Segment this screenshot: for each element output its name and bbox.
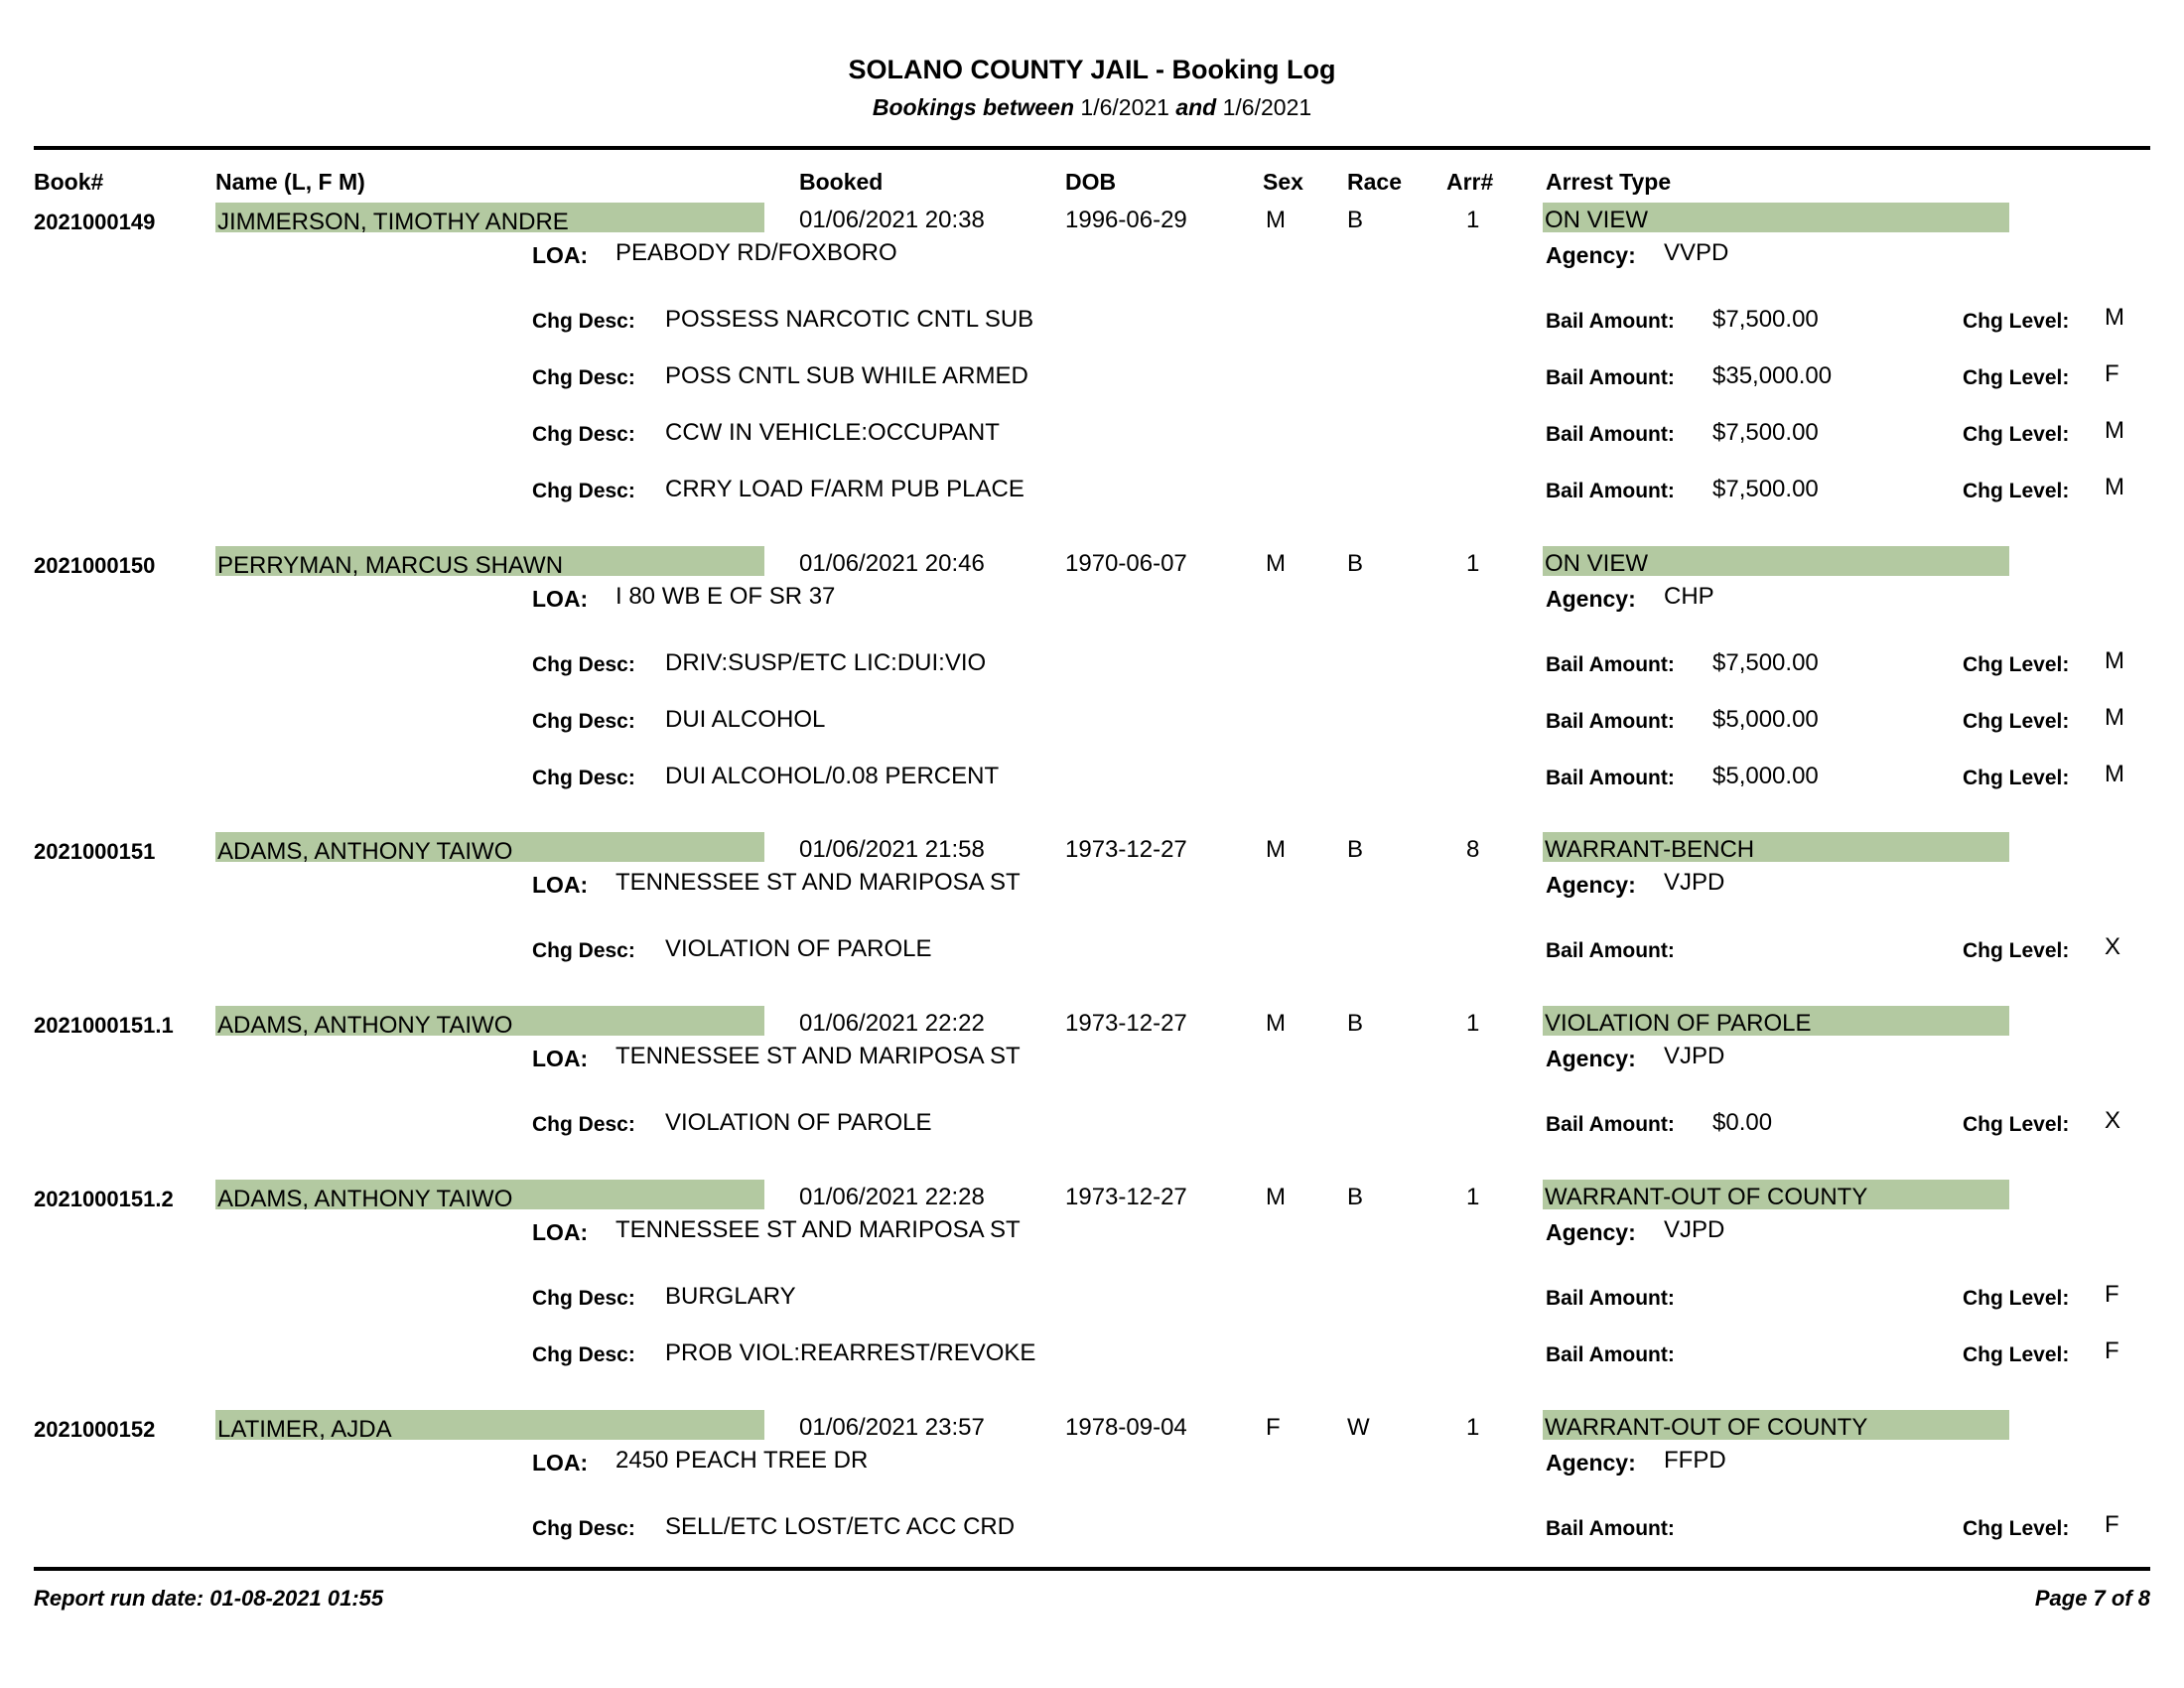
col-sex: Sex bbox=[1263, 169, 1303, 195]
charge-description: DRIV:SUSP/ETC LIC:DUI:VIO bbox=[665, 649, 987, 676]
sex-value: M bbox=[1266, 550, 1286, 577]
charge-desc-label: Chg Desc: bbox=[532, 423, 635, 446]
bail-amount: $7,500.00 bbox=[1712, 476, 1819, 502]
subtitle-prefix: Bookings between bbox=[872, 94, 1075, 120]
top-rule bbox=[34, 146, 2150, 150]
name-highlight bbox=[215, 203, 764, 235]
booked-datetime: 01/06/2021 21:58 bbox=[799, 836, 985, 863]
inmate-name: PERRYMAN, MARCUS SHAWN bbox=[217, 552, 564, 579]
arrest-type: ON VIEW bbox=[1545, 207, 1649, 233]
end-date: 1/6/2021 bbox=[1222, 94, 1312, 120]
bail-amount: $7,500.00 bbox=[1712, 649, 1819, 676]
date-of-birth: 1973-12-27 bbox=[1065, 1010, 1187, 1037]
charge-desc-label: Chg Desc: bbox=[532, 310, 635, 333]
bail-amount-label: Bail Amount: bbox=[1546, 366, 1675, 389]
location-of-arrest: TENNESSEE ST AND MARIPOSA ST bbox=[615, 1216, 1021, 1243]
race-value: W bbox=[1347, 1414, 1370, 1441]
charge-level-label: Chg Level: bbox=[1963, 1287, 2070, 1310]
arrest-type: WARRANT-BENCH bbox=[1545, 836, 1755, 863]
agency-value: VJPD bbox=[1664, 869, 1725, 896]
bail-amount-label: Bail Amount: bbox=[1546, 1343, 1675, 1366]
bail-amount-label: Bail Amount: bbox=[1546, 1287, 1675, 1310]
bail-amount-label: Bail Amount: bbox=[1546, 710, 1675, 733]
race-value: B bbox=[1347, 1010, 1364, 1037]
name-highlight bbox=[215, 832, 764, 865]
booking-number: 2021000151.2 bbox=[34, 1187, 174, 1211]
inmate-name: ADAMS, ANTHONY TAIWO bbox=[217, 1012, 513, 1039]
sex-value: M bbox=[1266, 1184, 1286, 1210]
arrest-type-highlight bbox=[1543, 1006, 2009, 1036]
race-value: B bbox=[1347, 207, 1364, 233]
charge-level: F bbox=[2105, 1337, 2119, 1364]
bail-amount-label: Bail Amount: bbox=[1546, 423, 1675, 446]
charge-level-label: Chg Level: bbox=[1963, 366, 2070, 389]
sex-value: M bbox=[1266, 207, 1286, 233]
date-of-birth: 1973-12-27 bbox=[1065, 1184, 1187, 1210]
date-of-birth: 1978-09-04 bbox=[1065, 1414, 1187, 1441]
charge-description: DUI ALCOHOL bbox=[665, 706, 826, 733]
loa-label: LOA: bbox=[532, 872, 589, 898]
charge-level-label: Chg Level: bbox=[1963, 1113, 2070, 1136]
charge-level: M bbox=[2105, 304, 2124, 331]
charge-desc-label: Chg Desc: bbox=[532, 767, 635, 789]
charge-desc-label: Chg Desc: bbox=[532, 939, 635, 962]
sex-value: M bbox=[1266, 1010, 1286, 1037]
booked-datetime: 01/06/2021 22:28 bbox=[799, 1184, 985, 1210]
arrest-type: WARRANT-OUT OF COUNTY bbox=[1545, 1414, 1868, 1441]
arrest-type-highlight bbox=[1543, 1410, 2009, 1440]
charge-level-label: Chg Level: bbox=[1963, 710, 2070, 733]
col-booked: Booked bbox=[799, 169, 884, 195]
charge-description: DUI ALCOHOL/0.08 PERCENT bbox=[665, 763, 1000, 789]
agency-label: Agency: bbox=[1546, 1219, 1636, 1245]
inmate-name: JIMMERSON, TIMOTHY ANDRE bbox=[217, 209, 569, 235]
booking-number: 2021000150 bbox=[34, 553, 156, 578]
agency-label: Agency: bbox=[1546, 586, 1636, 612]
arrest-type-highlight bbox=[1543, 203, 2009, 232]
charge-description: BURGLARY bbox=[665, 1283, 796, 1310]
charge-desc-label: Chg Desc: bbox=[532, 1343, 635, 1366]
charge-level: M bbox=[2105, 647, 2124, 674]
charge-desc-label: Chg Desc: bbox=[532, 480, 635, 502]
booking-number: 2021000151 bbox=[34, 839, 156, 864]
charge-level-label: Chg Level: bbox=[1963, 653, 2070, 676]
col-book: Book# bbox=[34, 169, 104, 195]
charge-level: F bbox=[2105, 1511, 2119, 1538]
booked-datetime: 01/06/2021 20:38 bbox=[799, 207, 985, 233]
charge-level: M bbox=[2105, 704, 2124, 731]
bail-amount-label: Bail Amount: bbox=[1546, 767, 1675, 789]
charge-level: X bbox=[2105, 933, 2121, 960]
charge-description: SELL/ETC LOST/ETC ACC CRD bbox=[665, 1513, 1016, 1540]
charge-level-label: Chg Level: bbox=[1963, 310, 2070, 333]
booked-datetime: 01/06/2021 22:22 bbox=[799, 1010, 985, 1037]
col-dob: DOB bbox=[1065, 169, 1117, 195]
booking-number: 2021000149 bbox=[34, 210, 156, 234]
name-highlight bbox=[215, 1006, 764, 1039]
arrest-type: WARRANT-OUT OF COUNTY bbox=[1545, 1184, 1868, 1210]
name-highlight bbox=[215, 546, 764, 579]
col-race: Race bbox=[1347, 169, 1402, 195]
arrest-count: 1 bbox=[1466, 550, 1480, 577]
report-run-date: Report run date: 01-08-2021 01:55 bbox=[34, 1586, 384, 1611]
charge-description: PROB VIOL:REARREST/REVOKE bbox=[665, 1339, 1036, 1366]
charge-desc-label: Chg Desc: bbox=[532, 653, 635, 676]
charge-level-label: Chg Level: bbox=[1963, 423, 2070, 446]
charge-desc-label: Chg Desc: bbox=[532, 710, 635, 733]
col-name: Name (L, F M) bbox=[215, 169, 365, 195]
col-arrest-type: Arrest Type bbox=[1546, 169, 1672, 195]
report-title: SOLANO COUNTY JAIL - Booking Log bbox=[848, 55, 1336, 84]
location-of-arrest: 2450 PEACH TREE DR bbox=[615, 1447, 869, 1474]
page-number: Page 7 of 8 bbox=[2034, 1586, 2150, 1611]
charge-level-label: Chg Level: bbox=[1963, 767, 2070, 789]
charge-level: M bbox=[2105, 761, 2124, 787]
location-of-arrest: TENNESSEE ST AND MARIPOSA ST bbox=[615, 1043, 1021, 1069]
bail-amount-label: Bail Amount: bbox=[1546, 653, 1675, 676]
charge-description: CRRY LOAD F/ARM PUB PLACE bbox=[665, 476, 1024, 502]
inmate-name: LATIMER, AJDA bbox=[217, 1416, 392, 1443]
race-value: B bbox=[1347, 836, 1364, 863]
bail-amount-label: Bail Amount: bbox=[1546, 310, 1675, 333]
sex-value: M bbox=[1266, 836, 1286, 863]
agency-label: Agency: bbox=[1546, 242, 1636, 268]
bail-amount: $7,500.00 bbox=[1712, 419, 1819, 446]
charge-level: F bbox=[2105, 1281, 2119, 1308]
charge-level-label: Chg Level: bbox=[1963, 939, 2070, 962]
agency-value: VVPD bbox=[1664, 239, 1729, 266]
inmate-name: ADAMS, ANTHONY TAIWO bbox=[217, 1186, 513, 1212]
agency-value: VJPD bbox=[1664, 1043, 1725, 1069]
race-value: B bbox=[1347, 1184, 1364, 1210]
date-of-birth: 1996-06-29 bbox=[1065, 207, 1187, 233]
charge-desc-label: Chg Desc: bbox=[532, 1517, 635, 1540]
charge-level-label: Chg Level: bbox=[1963, 1343, 2070, 1366]
col-arr: Arr# bbox=[1446, 169, 1494, 195]
agency-value: CHP bbox=[1664, 583, 1714, 610]
date-of-birth: 1970-06-07 bbox=[1065, 550, 1187, 577]
bail-amount: $5,000.00 bbox=[1712, 706, 1819, 733]
name-highlight bbox=[215, 1180, 764, 1212]
charge-level: F bbox=[2105, 360, 2119, 387]
agency-label: Agency: bbox=[1546, 872, 1636, 898]
charge-description: VIOLATION OF PAROLE bbox=[665, 1109, 932, 1136]
sex-value: F bbox=[1266, 1414, 1281, 1441]
charge-desc-label: Chg Desc: bbox=[532, 1113, 635, 1136]
charge-description: POSS CNTL SUB WHILE ARMED bbox=[665, 362, 1028, 389]
booked-datetime: 01/06/2021 20:46 bbox=[799, 550, 985, 577]
loa-label: LOA: bbox=[532, 1046, 589, 1071]
agency-value: FFPD bbox=[1664, 1447, 1726, 1474]
booked-datetime: 01/06/2021 23:57 bbox=[799, 1414, 985, 1441]
agency-value: VJPD bbox=[1664, 1216, 1725, 1243]
arrest-count: 1 bbox=[1466, 1010, 1480, 1037]
subtitle-and: and bbox=[1175, 94, 1217, 120]
charge-level: M bbox=[2105, 474, 2124, 500]
bail-amount-label: Bail Amount: bbox=[1546, 1113, 1675, 1136]
loa-label: LOA: bbox=[532, 1450, 589, 1476]
bail-amount: $35,000.00 bbox=[1712, 362, 1833, 389]
agency-label: Agency: bbox=[1546, 1450, 1636, 1476]
loa-label: LOA: bbox=[532, 1219, 589, 1245]
arrest-type: VIOLATION OF PAROLE bbox=[1545, 1010, 1812, 1037]
charge-level-label: Chg Level: bbox=[1963, 1517, 2070, 1540]
bail-amount: $7,500.00 bbox=[1712, 306, 1819, 333]
bail-amount: $5,000.00 bbox=[1712, 763, 1819, 789]
charge-description: VIOLATION OF PAROLE bbox=[665, 935, 932, 962]
location-of-arrest: PEABODY RD/FOXBORO bbox=[615, 239, 897, 266]
bottom-rule bbox=[34, 1567, 2150, 1571]
bail-amount-label: Bail Amount: bbox=[1546, 1517, 1675, 1540]
bail-amount-label: Bail Amount: bbox=[1546, 480, 1675, 502]
arrest-count: 8 bbox=[1466, 836, 1480, 863]
date-of-birth: 1973-12-27 bbox=[1065, 836, 1187, 863]
charge-level-label: Chg Level: bbox=[1963, 480, 2070, 502]
bail-amount-label: Bail Amount: bbox=[1546, 939, 1675, 962]
start-date: 1/6/2021 bbox=[1080, 94, 1169, 120]
arrest-type-highlight bbox=[1543, 832, 2009, 862]
arrest-type: ON VIEW bbox=[1545, 550, 1649, 577]
charge-description: POSSESS NARCOTIC CNTL SUB bbox=[665, 306, 1034, 333]
charge-description: CCW IN VEHICLE:OCCUPANT bbox=[665, 419, 1000, 446]
loa-label: LOA: bbox=[532, 242, 589, 268]
report-subtitle bbox=[0, 94, 2184, 121]
charge-level: M bbox=[2105, 417, 2124, 444]
loa-label: LOA: bbox=[532, 586, 589, 612]
arrest-count: 1 bbox=[1466, 1414, 1480, 1441]
inmate-name: ADAMS, ANTHONY TAIWO bbox=[217, 838, 513, 865]
name-highlight bbox=[215, 1410, 764, 1443]
charge-desc-label: Chg Desc: bbox=[532, 1287, 635, 1310]
agency-label: Agency: bbox=[1546, 1046, 1636, 1071]
location-of-arrest: TENNESSEE ST AND MARIPOSA ST bbox=[615, 869, 1021, 896]
race-value: B bbox=[1347, 550, 1364, 577]
charge-desc-label: Chg Desc: bbox=[532, 366, 635, 389]
booking-number: 2021000151.1 bbox=[34, 1013, 174, 1038]
bail-amount: $0.00 bbox=[1712, 1109, 1773, 1136]
arrest-count: 1 bbox=[1466, 207, 1480, 233]
charge-level: X bbox=[2105, 1107, 2121, 1134]
arrest-type-highlight bbox=[1543, 546, 2009, 576]
arrest-type-highlight bbox=[1543, 1180, 2009, 1209]
arrest-count: 1 bbox=[1466, 1184, 1480, 1210]
booking-number: 2021000152 bbox=[34, 1417, 156, 1442]
location-of-arrest: I 80 WB E OF SR 37 bbox=[615, 583, 836, 610]
